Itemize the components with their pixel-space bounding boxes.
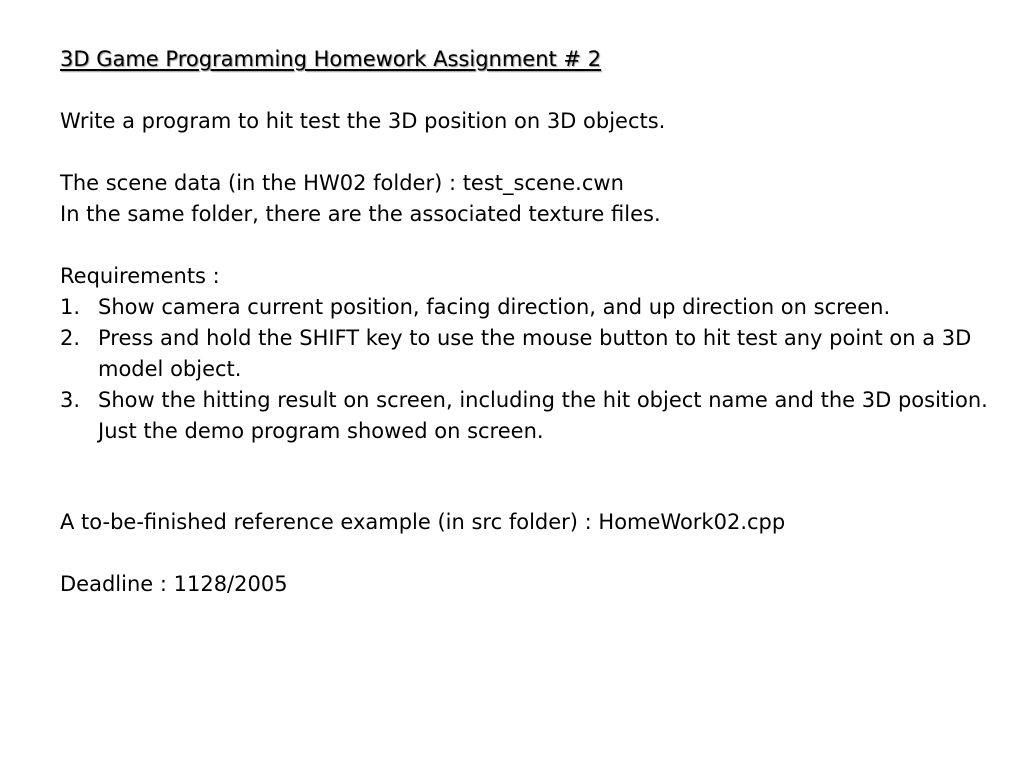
spacer <box>60 230 990 261</box>
slide-title: 3D Game Programming Homework Assignment # 2 <box>60 47 602 71</box>
spacer <box>60 137 990 168</box>
scene-data-text: The scene data (in the HW02 folder) : test_scene.cwn <box>60 171 624 195</box>
requirements-list <box>60 292 990 447</box>
requirement-text: Show camera current position, facing direction, and up direction on screen. <box>98 295 891 319</box>
slide-content <box>60 44 990 600</box>
deadline-text: Deadline : 1128/2005 <box>60 572 288 596</box>
requirement-item <box>60 385 990 447</box>
requirement-text: Show the hitting result on screen, including the hit object name and the 3D position. Just the demo program showed on screen. <box>98 388 988 443</box>
requirement-item <box>60 323 990 385</box>
requirement-item <box>60 292 990 323</box>
requirement-number: 2. <box>60 326 81 350</box>
requirement-number: 3. <box>60 388 81 412</box>
reference-example-text: A to-be-finished reference example (in src folder) : HomeWork02.cpp <box>60 510 786 534</box>
intro-text: Write a program to hit test the 3D position on 3D objects. <box>60 109 666 133</box>
texture-files-text: In the same folder, there are the associated texture files. <box>60 202 661 226</box>
requirement-text: Press and hold the SHIFT key to use the mouse button to hit test any point on a 3D model object. <box>98 326 972 381</box>
spacer <box>60 447 990 507</box>
spacer <box>60 75 990 106</box>
requirement-number: 1. <box>60 295 81 319</box>
requirements-heading: Requirements : <box>60 264 220 288</box>
spacer <box>60 538 990 569</box>
